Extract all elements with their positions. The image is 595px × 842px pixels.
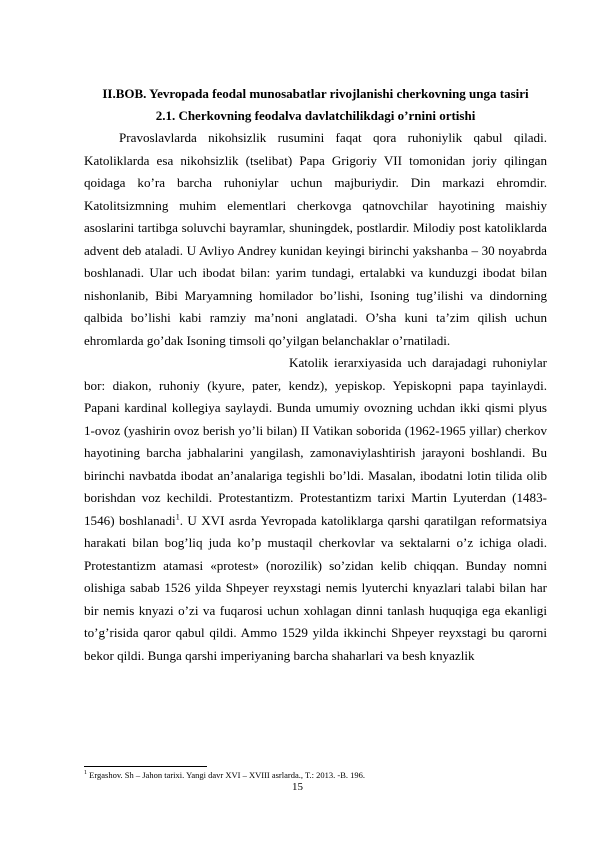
- paragraph-2: [84, 352, 547, 667]
- paragraph-2-text-start: Katolik ierarxiyasida uch darajadagi ruhoniylar bor: diakon, ruhoniy (kyure, pater, kendz), yepiskop. Yepiskopni papa tayinlaydi. Papani kardinal kollegiya saylaydi. Bunda umumiy ovozning uchdan ikki qismi plyus 1-ovoz (yashirin ovoz berish yo’li bilan) II Vatikan soborida (1962-1965 yillar) cherkov hayotining barcha jabhalarini yangilash, zamonaviylashtirish jarayoni boshlandi. Bu birinchi navbatda ibodat an’analariga tegishli bo’ldi. Masalan, ibodatni lotin tilida olib borishdan voz kechildi. Protestantizm. Protestantizm tarixi Martin Lyuterdan (1483-1546) boshlanadi: [84, 355, 547, 528]
- page-number: 15: [292, 781, 303, 793]
- footnote-text: Ergashov. Sh – Jahon tarixi. Yangi davr XVI – XVIII asrlarda., T.: 2013. -B. 196.: [87, 769, 366, 780]
- footnote-number: 1: [84, 770, 87, 776]
- footnote-divider: [84, 766, 207, 767]
- footnote: [84, 768, 547, 781]
- paragraph-1: Pravoslavlarda nikohsizlik rusumini faqat qora ruhoniylik qabul qiladi. Katoliklarda esa nikohsizlik (tselibat) Papa Grigoriy VII tomonidan joriy qilingan qoidaga ko’ra barcha ruhoniylar uchun majburiydir. Din markazi ehromdir. Katolitsizmning muhim elementlari cherkovga qatnovchilar hayotining maishiy asoslarini tartibga soluvchi bayramlar, shuningdek, postlardir. Milodiy post katoliklarda advent deb ataladi. U Avliyo Andrey kunidan keyingi birinchi yakshanba – 30 noyabrda boshlanadi. Ular uch ibodat bilan: yarim tundagi, ertalabki va kunduzgi ibodat bilan nishonlanib, Bibi Maryamning homilador bo’lishi, Isoning tug’ilishi va dindorning qalbida bo’lishi kabi ramziy ma’noni anglatadi. O’sha kuni ta’zim qilish uchun ehromlarda go’dak Isoning timsoli qo’yilgan belanchaklar o’rnatiladi.: [84, 130, 547, 348]
- section-title: 2.1. Cherkovning feodalva davlatchilikdagi o’rnini ortishi: [155, 108, 476, 123]
- footnote-reference[interactable]: 1: [175, 512, 180, 522]
- body-text: [84, 127, 547, 667]
- paragraph-2-text-end: . U XVI asrda Yevropada katoliklarga qarshi qaratilgan reformatsiya harakati bilan bog’liq juda ko’p mustaqil cherkovlar va sektalarni o’z ichiga oladi. Protestantizm atamasi «protest» (norozilik) so’zidan kelib chiqqan. Bunday nomni olishiga sabab 1526 yilda Shpeyer reyxstagi nemis lyuterchi knyazlari talabi bilan har bir nemis knyazi o’zi va fuqarosi uchun xohlagan dinni tanlash huquqiga ega ekanligi to’g’risida qaror qabul qildi. Ammo 1529 yilda ikkinchi Shpeyer reyxstagi bu qarorni bekor qildi. Bunga qarshi imperiyaning barcha shaharlari va besh knyazlik: [84, 512, 547, 663]
- chapter-title: II.BOB. Yevropada feodal munosabatlar rivojlanishi cherkovning unga tasiri: [102, 86, 529, 101]
